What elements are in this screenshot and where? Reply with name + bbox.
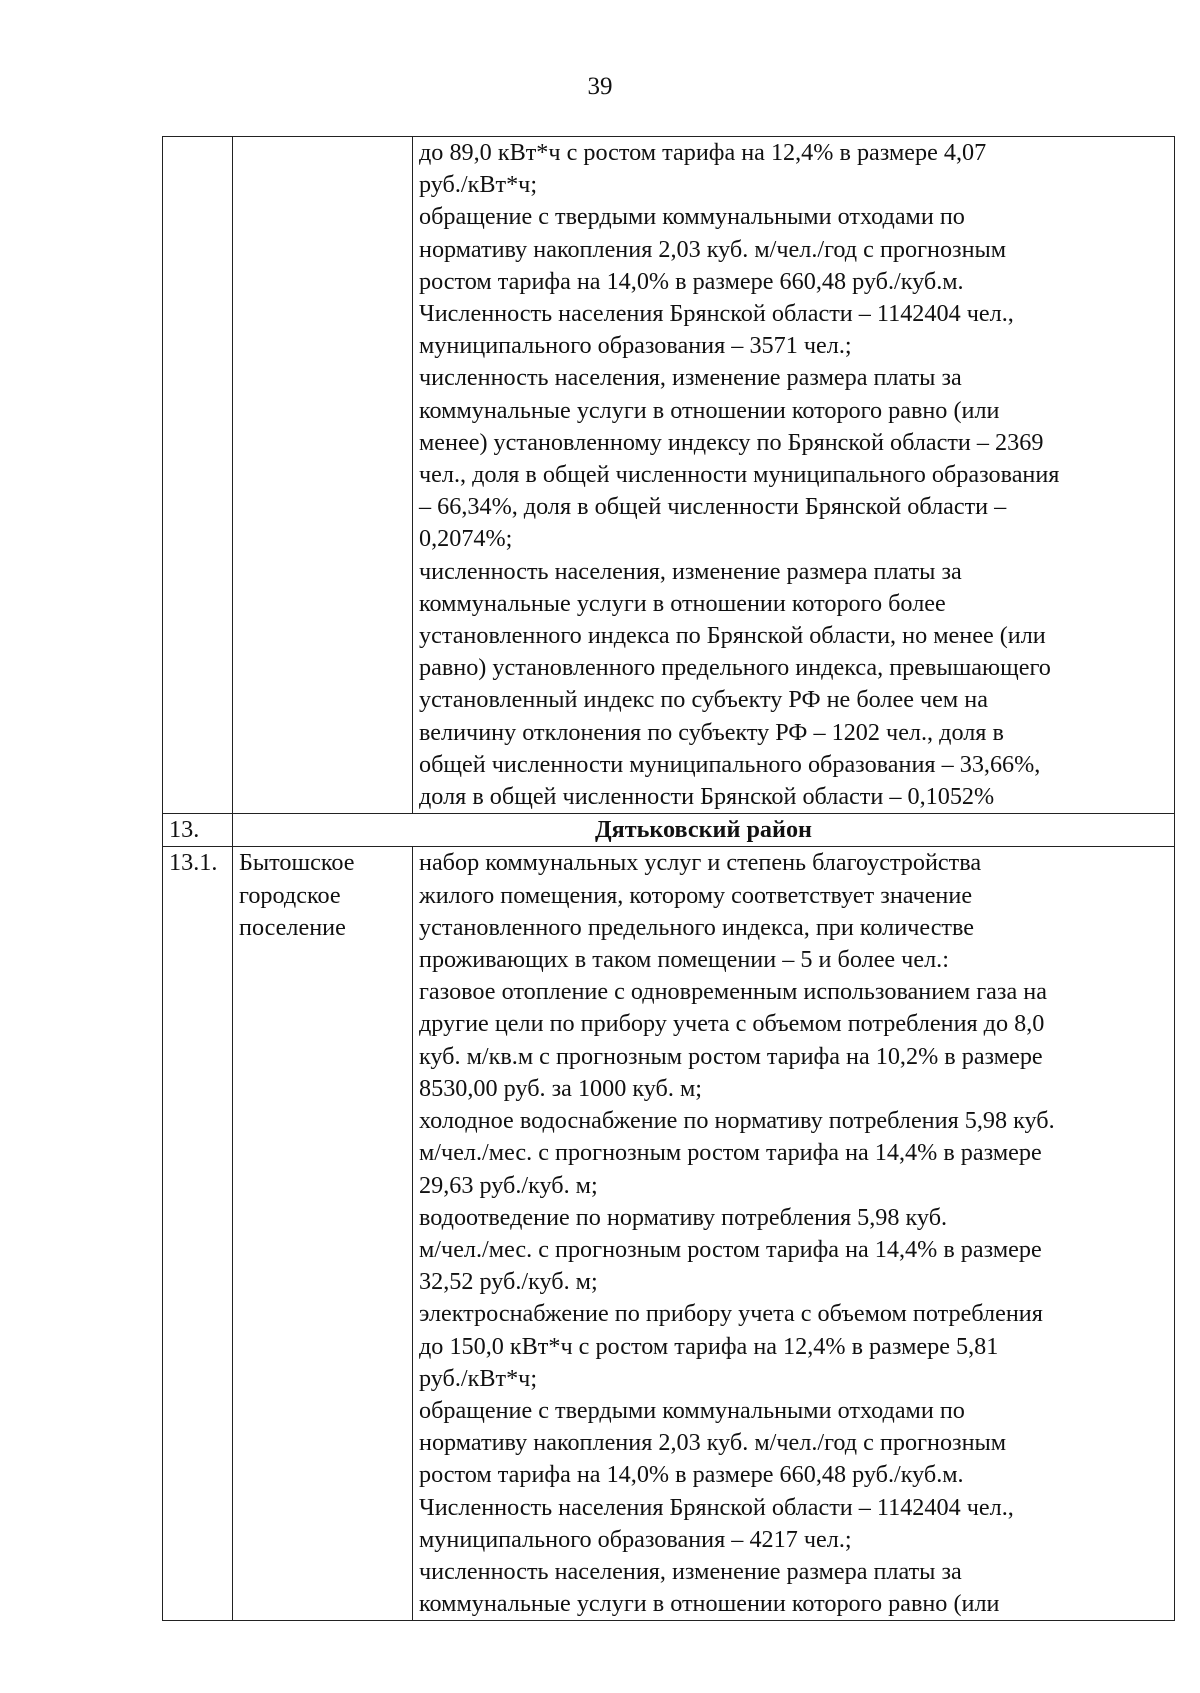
entry-name-line: городское xyxy=(239,881,341,909)
text-line: газовое отопление с одновременным использованием газа на xyxy=(419,978,1047,1006)
text-line: общей численности муниципального образования – 33,66%, xyxy=(419,750,1041,778)
text-line: муниципального образования – 4217 чел.; xyxy=(419,1525,852,1553)
text-line: 29,63 руб./куб. м; xyxy=(419,1171,598,1199)
text-line: жилого помещения, которому соответствует значение xyxy=(419,881,973,909)
text-line: Численность населения Брянской области – 1142404 чел., xyxy=(419,300,1014,328)
text-line: руб./кВт*ч; xyxy=(419,171,538,199)
text-line: коммунальные услуги в отношении которого более xyxy=(419,589,946,617)
text-line: нормативу накопления 2,03 куб. м/чел./год с прогнозным xyxy=(419,235,1007,263)
text-line: установленного предельного индекса, при количестве xyxy=(419,913,975,941)
continuation-number-cell xyxy=(163,137,233,814)
entry-name-cell xyxy=(233,847,413,1621)
text-line: – 66,34%, доля в общей численности Брянской области – xyxy=(419,493,1007,521)
text-line: коммунальные услуги в отношении которого равно (или xyxy=(419,396,1000,424)
text-line: нормативу накопления 2,03 куб. м/чел./год с прогнозным xyxy=(419,1429,1007,1457)
text-line: другие цели по прибору учета с объемом потребления до 8,0 xyxy=(419,1010,1045,1038)
text-line: численность населения, изменение размера платы за xyxy=(419,364,962,392)
entry-name-line: поселение xyxy=(239,913,346,941)
section-title: Дятьковский район xyxy=(233,814,1175,847)
text-line: руб./кВт*ч; xyxy=(419,1364,538,1392)
section-number: 13. xyxy=(163,814,233,847)
text-line: равно) установленного предельного индекса, превышающего xyxy=(419,654,1051,682)
continuation-text-cell xyxy=(413,137,1175,814)
text-line: установленный индекс по субъекту РФ не более чем на xyxy=(419,686,988,714)
text-line: коммунальные услуги в отношении которого равно (или xyxy=(419,1590,1000,1618)
continuation-row xyxy=(163,137,1175,814)
text-line: чел., доля в общей численности муниципального образования xyxy=(419,461,1060,489)
text-line: обращение с твердыми коммунальными отходами по xyxy=(419,203,965,231)
text-line: электроснабжение по прибору учета с объемом потребления xyxy=(419,1300,1043,1328)
text-line: менее) установленному индексу по Брянской области – 2369 xyxy=(419,428,1044,456)
text-line: муниципального образования – 3571 чел.; xyxy=(419,332,852,360)
entry-row xyxy=(163,847,1175,1621)
text-line: Численность населения Брянской области – 1142404 чел., xyxy=(419,1493,1014,1521)
section-row xyxy=(163,814,1175,847)
entry-name-line: Бытошское xyxy=(239,849,355,877)
text-line: 32,52 руб./куб. м; xyxy=(419,1268,598,1296)
text-line: 0,2074%; xyxy=(419,525,513,553)
text-line: до 150,0 кВт*ч с ростом тарифа на 12,4% в размере 5,81 xyxy=(419,1332,999,1360)
text-line: проживающих в таком помещении – 5 и более чел.: xyxy=(419,946,949,974)
text-line: м/чел./мес. с прогнозным ростом тарифа на 14,4% в размере xyxy=(419,1139,1042,1167)
text-line: доля в общей численности Брянской области – 0,1052% xyxy=(419,783,995,811)
entry-number: 13.1. xyxy=(163,847,233,1621)
tariff-table xyxy=(162,136,1175,1621)
text-line: величину отклонения по субъекту РФ – 1202 чел., доля в xyxy=(419,718,1004,746)
text-line: до 89,0 кВт*ч с ростом тарифа на 12,4% в размере 4,07 xyxy=(419,139,987,166)
text-line: холодное водоснабжение по нормативу потребления 5,98 куб. xyxy=(419,1107,1055,1135)
text-line: набор коммунальных услуг и степень благоустройства xyxy=(419,849,982,877)
text-line: обращение с твердыми коммунальными отходами по xyxy=(419,1396,965,1424)
text-line: численность населения, изменение размера платы за xyxy=(419,1557,962,1585)
text-line: ростом тарифа на 14,0% в размере 660,48 руб./куб.м. xyxy=(419,267,964,295)
text-line: 8530,00 руб. за 1000 куб. м; xyxy=(419,1074,702,1102)
text-line: установленного индекса по Брянской области, но менее (или xyxy=(419,622,1046,650)
entry-text-cell xyxy=(413,847,1175,1621)
continuation-name-cell xyxy=(233,137,413,814)
text-line: м/чел./мес. с прогнозным ростом тарифа на 14,4% в размере xyxy=(419,1235,1042,1263)
text-line: численность населения, изменение размера платы за xyxy=(419,557,962,585)
text-line: куб. м/кв.м с прогнозным ростом тарифа на 10,2% в размере xyxy=(419,1042,1043,1070)
page-number: 39 xyxy=(587,73,613,100)
text-line: водоотведение по нормативу потребления 5,98 куб. xyxy=(419,1203,948,1231)
text-line: ростом тарифа на 14,0% в размере 660,48 руб./куб.м. xyxy=(419,1461,964,1489)
